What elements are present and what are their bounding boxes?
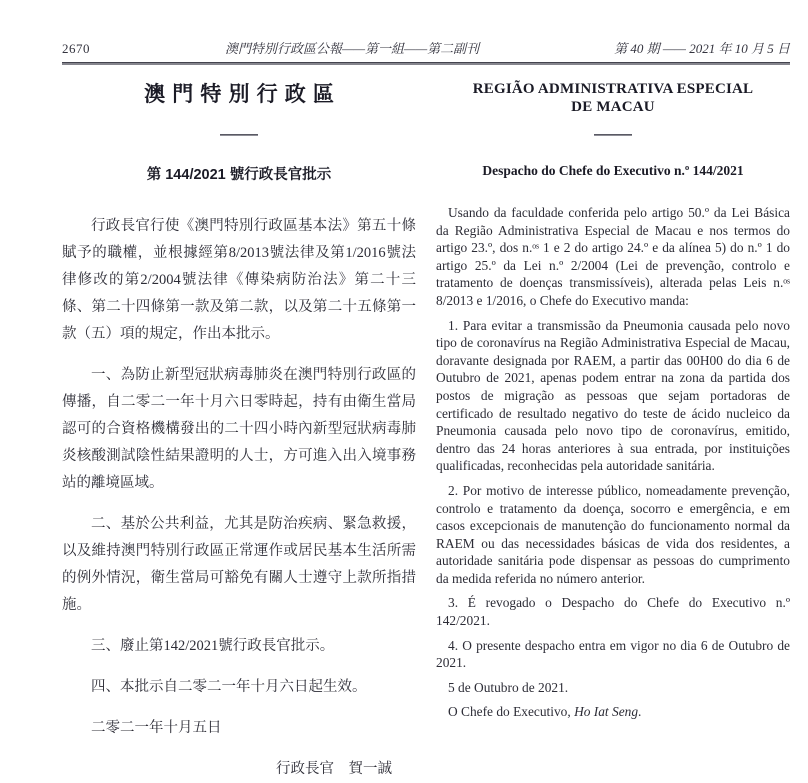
date-line-pt: 5 de Outubro de 2021.: [448, 679, 569, 695]
region-title-zh: 澳門特別行政區: [144, 82, 342, 106]
dispatch-item-1-pt: 1. Para evitar a transmissão da Pneumonia causada pelo novo tipo de coronavírus na Região Administrativa Especial de Macau, doravante designada por RAEM, a partir das 00H00 do dia 6 de Outubro de 2021, apenas podem entrar na zona da partida dos postos de migração as pessoas que sejam portadoras de certificado de resultado negativo do teste de ácido nucleico da Pneumonia causada pelo novo tipo de coronavírus, emitido, dentro das 24 horas anteriores à sua entrada, por instituições qualificadas, reconhecidas pela autoridade sanitária.: [436, 317, 790, 474]
gazette-title: 澳門特別行政區公報——第一組——第二副刊: [224, 41, 480, 56]
document-columns: [62, 78, 790, 783]
dispatch-item-2-zh: 二、基於公共利益，尤其是防治疾病、緊急救援，以及維持澳門特別行政區正常運作或居民基本生活所需的例外情況，衛生當局可豁免有關人士遵守上款所指措施。: [62, 516, 416, 613]
chinese-column: [62, 78, 416, 783]
region-title-pt: [436, 78, 790, 116]
region-title-pt-line1: REGIÃO ADMINISTRATIVA ESPECIAL: [472, 81, 754, 97]
section-divider: [220, 134, 258, 136]
dispatch-item-1-zh: 一、為防止新型冠狀病毒肺炎在澳門特別行政區的傳播，自二零二一年十月六日零時起，持有由衛生當局認可的合資格機構發出的二十四小時內新型冠狀病毒肺炎核酸測試陰性結果證明的人士，方可進入出入境事務站的離境區域。: [62, 367, 416, 491]
paragraph-preamble-zh: 行政長官行使《澳門特別行政區基本法》第五十條賦予的職權，並根據經第8/2013號法律及第1/2016號法律修改的第2/2004號法律《傳染病防治法》第二十三條、第二十四條第一款及第二款，以及第二十五條第一款（五）項的規定，作出本批示。: [62, 218, 416, 342]
header-rule: [62, 62, 790, 65]
portuguese-column: [436, 78, 790, 783]
running-header: [62, 0, 790, 57]
issue-date: 第 40 期 —— 2021 年 10 月 5 日: [614, 41, 790, 56]
dispatch-heading-pt: Despacho do Chefe do Executivo n.º 144/2021: [482, 163, 744, 178]
signature-name: Ho Iat Seng: [574, 704, 639, 720]
signature-suffix: .: [638, 704, 642, 720]
paragraph-preamble-pt: Usando da faculdade conferida pelo artigo 50.º da Lei Básica da Região Administrativa Especial de Macau e nos termos do artigo 23.º, dos n.ᵒˢ 1 e 2 do artigo 24.º e da alínea 5) do n.º 1 do artigo 25.º da Lei n.º 2/2004 (Lei de prevenção, controlo e tratamento de doenças transmissíveis), alterada pelas Leis n.ᵒˢ 8/2013 e 1/2016, o Chefe do Executivo manda:: [436, 205, 790, 308]
dispatch-item-3-pt: 3. É revogado o Despacho do Chefe do Executivo n.º 142/2021.: [436, 595, 790, 629]
signature-line-pt: [436, 703, 790, 721]
dispatch-item-4-pt: 4. O presente despacho entra em vigor no dia 6 de Outubro de 2021.: [436, 637, 790, 671]
signature-prefix: O Chefe do Executivo,: [448, 704, 575, 720]
dispatch-item-2-pt: 2. Por motivo de interesse público, nomeadamente prevenção, controlo e tratamento da doença, socorro e emergência, e em casos excepcionais de manutenção do funcionamento normal da RAEM ou das necessidades básicas de vida dos residentes, a autoridade sanitária pode dispensar as pessoas do cumprimento da medida referida no número anterior.: [436, 482, 790, 586]
date-line-zh: 二零二一年十月五日: [91, 720, 222, 736]
signature-line-zh: 行政長官 賀一誠: [276, 761, 392, 777]
section-divider: [594, 134, 632, 136]
region-title-pt-block: [436, 78, 790, 128]
dispatch-item-4-zh: 四、本批示自二零二一年十月六日起生效。: [91, 679, 367, 695]
region-title-zh-block: [62, 78, 416, 128]
dispatch-item-3-zh: 三、廢止第142/2021號行政長官批示。: [91, 638, 335, 654]
region-title-pt-line2: DE MACAU: [571, 99, 655, 115]
page-number: 2670: [62, 41, 90, 56]
dispatch-heading-zh: 第 144/2021 號行政長官批示: [146, 167, 332, 183]
